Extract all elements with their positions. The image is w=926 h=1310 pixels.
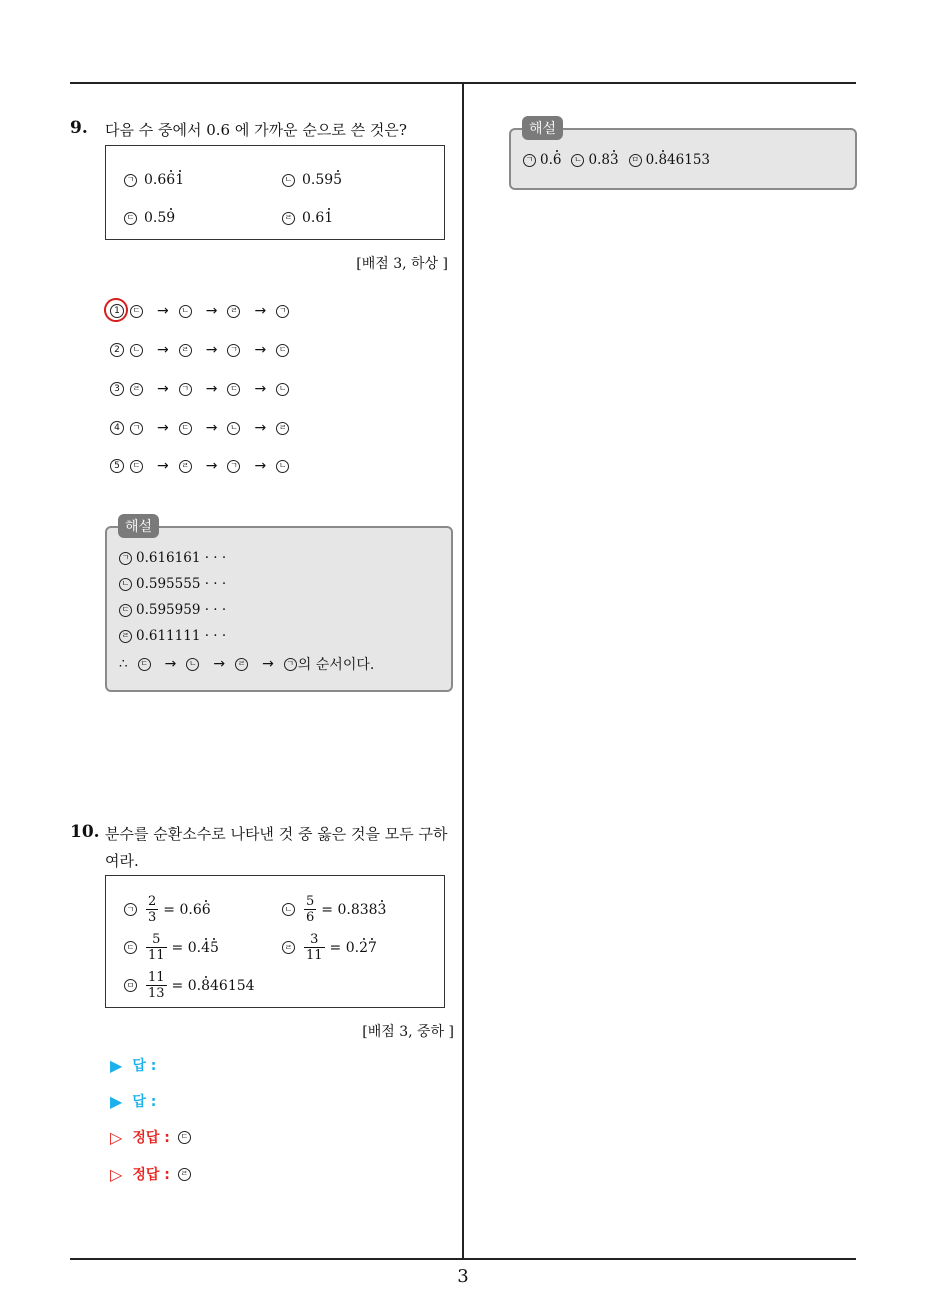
mark-giyeok: ㄱ bbox=[124, 174, 137, 187]
option-1[interactable]: 1 ㄷ → ㄴ → ㄹ → ㄱ bbox=[110, 303, 293, 319]
solution-line: ㄱ 0. 6 ㄴ 0.8 3 ㅁ 0. 8 46153 bbox=[523, 152, 710, 168]
question-9-score: [배점 3, 하상 ] bbox=[356, 256, 448, 272]
correct-answer-1: ▷ 정답 : ㄷ bbox=[110, 1127, 198, 1147]
question-10-text-line2: 여라. bbox=[105, 852, 139, 870]
solution-line: ㄱ 0.616161 · · · bbox=[119, 550, 226, 566]
mark-digeut: ㄷ bbox=[124, 212, 137, 225]
choice-b: ㄴ 0.59 5 bbox=[282, 172, 342, 188]
question-10-choices-box bbox=[105, 875, 445, 1008]
mark-rieul: ㄹ bbox=[282, 212, 295, 225]
item-a: ㄱ $\frac{2}{3}$ = 0.6 6 bbox=[124, 894, 211, 925]
answer-field-1[interactable]: ▶ 답 : bbox=[110, 1055, 157, 1075]
item-c: ㄷ $\frac{5}{11}$ = 0. 4 5 bbox=[124, 932, 219, 963]
solution-line: ㄷ 0.595959 · · · bbox=[119, 602, 226, 618]
option-4[interactable]: 4 ㄱ → ㄷ → ㄴ → ㄹ bbox=[110, 420, 293, 436]
correct-answer-2: ▷ 정답 : ㄹ bbox=[110, 1164, 198, 1184]
question-9-text: 다음 수 중에서 0.6 에 가까운 순으로 쓴 것은? bbox=[105, 121, 407, 139]
bottom-rule bbox=[70, 1258, 856, 1260]
solution-tag: 해설 bbox=[522, 116, 563, 140]
triangle-icon: ▶ bbox=[110, 1091, 123, 1111]
question-9-number: 9. bbox=[70, 118, 88, 138]
option-2[interactable]: 2 ㄴ → ㄹ → ㄱ → ㄷ bbox=[110, 342, 293, 358]
triangle-outline-icon: ▷ bbox=[110, 1164, 123, 1184]
mark-nieun: ㄴ bbox=[282, 174, 295, 187]
question-9-choices-box bbox=[105, 145, 445, 240]
choice-c: ㄷ 0.5 9 bbox=[124, 210, 175, 226]
item-d: ㄹ $\frac{3}{11}$ = 0. 2 7 bbox=[282, 932, 377, 963]
triangle-icon: ▶ bbox=[110, 1055, 123, 1075]
question-10-score: [배점 3, 중하 ] bbox=[362, 1024, 454, 1040]
choice-a: ㄱ 0.6 6 1 bbox=[124, 172, 184, 188]
item-e: ㅁ $\frac{11}{13}$ = 0. 8 46154 bbox=[124, 970, 255, 1001]
column-divider bbox=[462, 82, 464, 1260]
question-10-number: 10. bbox=[70, 822, 100, 842]
solution-line: ㄴ 0.595555 · · · bbox=[119, 576, 226, 592]
option-5[interactable]: 5 ㄷ → ㄹ → ㄱ → ㄴ bbox=[110, 458, 293, 474]
selected-answer-mark bbox=[102, 296, 130, 324]
solution-tag: 해설 bbox=[118, 514, 159, 538]
triangle-outline-icon: ▷ bbox=[110, 1127, 123, 1147]
solution-line: ㄹ 0.611111 · · · bbox=[119, 628, 226, 644]
question-9-solution-box bbox=[105, 526, 453, 692]
answer-field-2[interactable]: ▶ 답 : bbox=[110, 1091, 157, 1111]
page-number: 3 bbox=[457, 1266, 469, 1287]
solution-conclusion: ∴ ㄷ → ㄴ → ㄹ → ㄱ 의 순서이다. bbox=[119, 656, 375, 673]
question-10-text-line1: 분수를 순환소수로 나타낸 것 중 옳은 것을 모두 구하 bbox=[105, 825, 448, 843]
option-3[interactable]: 3 ㄹ → ㄱ → ㄷ → ㄴ bbox=[110, 381, 293, 397]
choice-d: ㄹ 0.6 1 bbox=[282, 210, 333, 226]
item-b: ㄴ $\frac{5}{6}$ = 0.838 3 bbox=[282, 894, 386, 925]
